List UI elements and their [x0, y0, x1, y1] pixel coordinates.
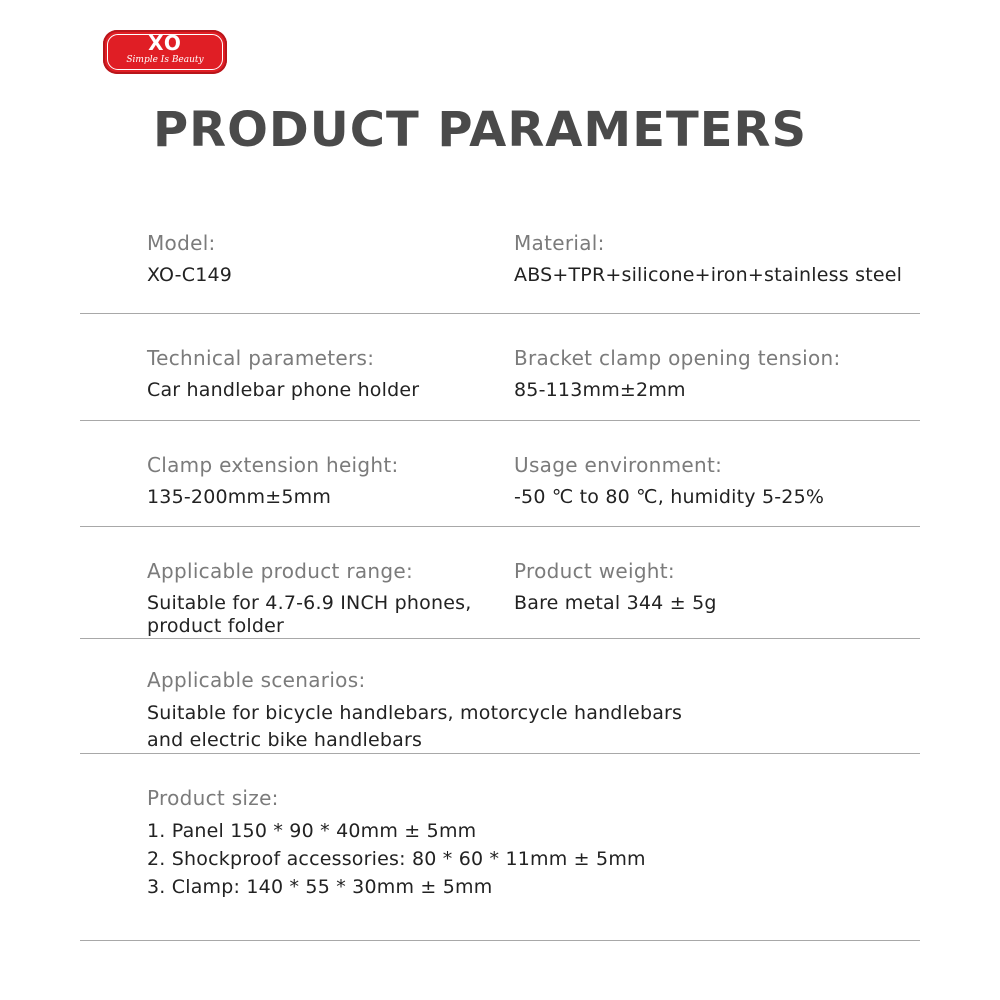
scenarios-value-line-1: Suitable for bicycle handlebars, motorcycle handlebars	[147, 702, 683, 724]
divider	[80, 940, 920, 941]
divider	[80, 638, 920, 639]
technical-parameters-label: Technical parameters:	[147, 346, 375, 370]
product-range-value-line-2: product folder	[147, 615, 285, 637]
product-weight-label: Product weight:	[514, 559, 675, 583]
model-value: XO-C149	[147, 264, 233, 286]
logo-tagline: Simple Is Beauty	[126, 55, 204, 65]
divider	[80, 526, 920, 527]
usage-environment-label: Usage environment:	[514, 453, 723, 477]
product-size-item: 1. Panel 150 * 90 * 40mm ± 5mm	[147, 820, 477, 842]
divider	[80, 313, 920, 314]
product-range-label: Applicable product range:	[147, 559, 414, 583]
scenarios-label: Applicable scenarios:	[147, 668, 366, 692]
brand-logo	[103, 30, 227, 74]
model-label: Model:	[147, 231, 216, 255]
clamp-extension-value: 135-200mm±5mm	[147, 486, 332, 508]
product-size-item: 2. Shockproof accessories: 80 * 60 * 11mm ± 5mm	[147, 848, 646, 870]
product-weight-value: Bare metal 344 ± 5g	[514, 592, 717, 614]
material-value: ABS+TPR+silicone+iron+stainless steel	[514, 264, 903, 286]
clamp-extension-label: Clamp extension height:	[147, 453, 399, 477]
product-size-label: Product size:	[147, 786, 279, 810]
material-label: Material:	[514, 231, 605, 255]
product-range-value-line-1: Suitable for 4.7-6.9 INCH phones,	[147, 592, 472, 614]
logo-mark: XO	[148, 31, 182, 55]
clamp-tension-label: Bracket clamp opening tension:	[514, 346, 841, 370]
clamp-tension-value: 85-113mm±2mm	[514, 379, 686, 401]
scenarios-value-line-2: and electric bike handlebars	[147, 729, 423, 751]
divider	[80, 420, 920, 421]
product-size-item: 3. Clamp: 140 * 55 * 30mm ± 5mm	[147, 876, 493, 898]
page-title: PRODUCT PARAMETERS	[152, 102, 808, 158]
usage-environment-value: -50 ℃ to 80 ℃, humidity 5-25%	[514, 486, 825, 508]
divider	[80, 753, 920, 754]
technical-parameters-value: Car handlebar phone holder	[147, 379, 420, 401]
